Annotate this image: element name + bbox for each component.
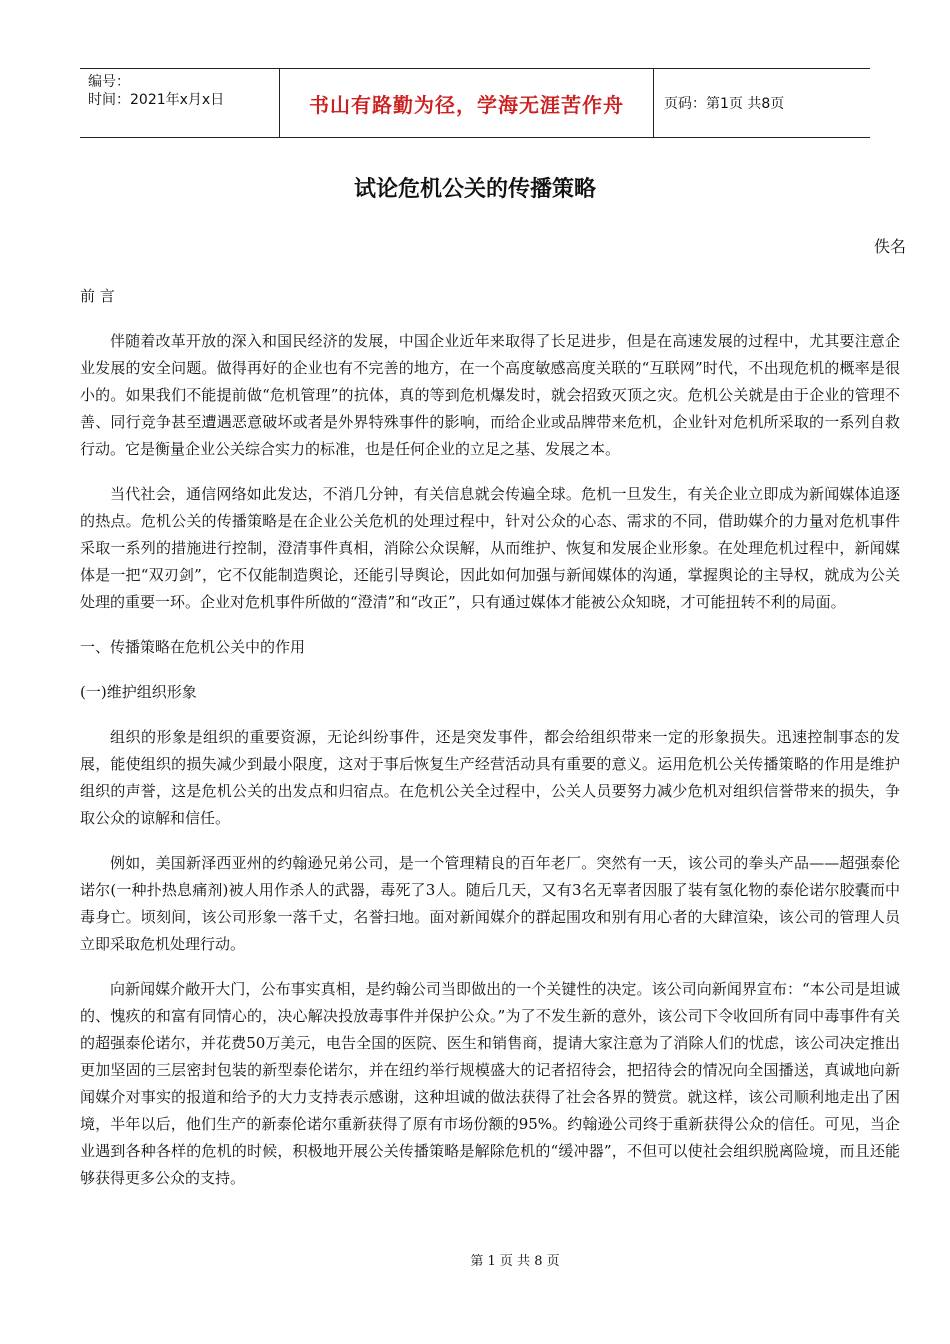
number-label: 编号： [88, 74, 130, 90]
paragraph: 例如，美国新泽西亚州的约翰逊兄弟公司，是一个管理精良的百年老厂。突然有一天，该公司的拳头产品——超强泰伦诺尔(一种扑热息痛剂)被人用作杀人的武器，毒死了3人。随后几天，又有3名无辜者因服了装有氢化物的泰伦诺尔胶囊而中毒身亡。顷刻间，该公司形象一落千丈，名誉扫地。面对新闻媒介的群起围攻和别有用心者的大肆渲染，该公司的管理人员立即采取危机处理行动。 [80, 854, 900, 953]
paragraph: 组织的形象是组织的重要资源，无论纠纷事件，还是突发事件，都会给组织带来一定的形象损失。迅速控制事态的发展，能使组织的损失减少到最小限度，这对于事后恢复生产经营活动具有重要的意义。运用危机公关传播策略的作用是维护组织的声誉，这是危机公关的出发点和归宿点。在危机公关全过程中，公关人员要努力减少危机对组织信誉带来的损失，争取公众的谅解和信任。 [80, 728, 900, 827]
header-page-info: 页码：第1页 共8页 [664, 96, 785, 112]
time-label: 时间：2021年x月x日 [88, 92, 225, 108]
paragraph: 伴随着改革开放的深入和国民经济的发展，中国企业近年来取得了长足进步，但是在高速发展的过程中，尤其要注意企业发展的安全问题。做得再好的企业也有不完善的地方，在一个高度敏感高度关联的“互联网”时代，不出现危机的概率是很小的。如果我们不能提前做“危机管理”的抗体，真的等到危机爆发时，就会招致灭顶之灾。危机公关就是由于企业的管理不善、同行竞争甚至遭遇恶意破坏或者是外界特殊事件的影响，而给企业或品牌带来危机，企业针对危机所采取的一系列自救行动。它是衡量企业公关综合实力的标准，也是任何企业的立足之基、发展之本。 [80, 332, 900, 458]
preface-heading: 前 言 [80, 287, 115, 305]
document-header [80, 68, 870, 138]
header-motto: 书山有路勤为径，学海无涯苦作舟 [280, 69, 654, 137]
document-author: 佚名 [873, 237, 906, 256]
section-heading: 一、传播策略在危机公关中的作用 [80, 638, 306, 656]
page-footer: 第 1 页 共 8 页 [470, 1254, 560, 1269]
header-meta [80, 69, 280, 137]
paragraph: 当代社会，通信网络如此发达，不消几分钟，有关信息就会传遍全球。危机一旦发生，有关企业立即成为新闻媒体追逐的热点。危机公关的传播策略是在企业公关危机的处理过程中，针对公众的心态、需求的不同，借助媒介的力量对危机事件采取一系列的措施进行控制，澄清事件真相，消除公众误解，从而维护、恢复和发展企业形象。在处理危机过程中，新闻媒体是一把“双刃剑”，它不仅能制造舆论，还能引导舆论，因此如何加强与新闻媒体的沟通，掌握舆论的主导权，就成为公关处理的重要一环。企业对危机事件所做的“澄清”和“改正”，只有通过媒体才能被公众知晓，才可能扭转不利的局面。 [80, 485, 900, 611]
subsection-heading: (一)维护组织形象 [80, 683, 197, 701]
document-title: 试论危机公关的传播策略 [353, 177, 596, 202]
paragraph: 向新闻媒介敞开大门，公布事实真相，是约翰公司当即做出的一个关键性的决定。该公司向新闻界宣布：“本公司是坦诚的、愧疚的和富有同情心的，决心解决投放毒事件并保护公众。”为了不发生新的意外，该公司下令收回所有同中毒事件有关的超强泰伦诺尔，并花费50万美元，电告全国的医院、医生和销售商，提请大家注意为了消除人们的忧虑，该公司决定推出更加坚固的三层密封包装的新型泰伦诺尔，并在纽约举行规模盛大的记者招待会，把招待会的情况向全国播送，真诚地向新闻媒介对事实的报道和给予的大力支持表示感谢，这种坦诚的做法获得了社会各界的赞赏。就这样，该公司顺利地走出了困境，半年以后，他们生产的新泰伦诺尔重新获得了原有市场份额的95%。约翰逊公司终于重新获得公众的信任。可见，当企业遇到各种各样的危机的时候，积极地开展公关传播策略是解除危机的“缓冲器”，不但可以使社会组织脱离险境，而且还能够获得更多公众的支持。 [80, 980, 900, 1187]
document-body [80, 283, 900, 1210]
